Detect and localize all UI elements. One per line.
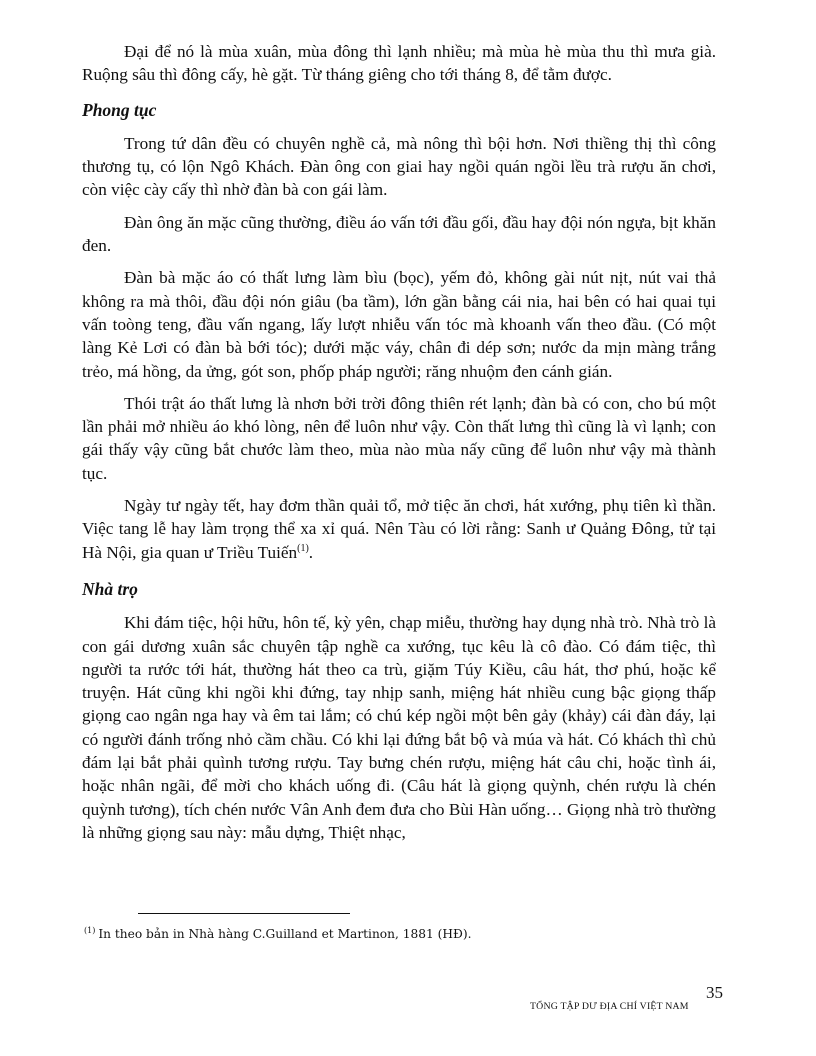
footnote [84,926,471,941]
section-heading-phong-tuc: Phong tục [82,99,157,120]
section-heading-nha-tro: Nhà trọ [82,578,138,599]
paragraph: Trong tứ dân đều có chuyên nghề cả, mà nông thì bội hơn. Nơi thiềng thị thì công thương tụ, có lộn Ngô Khách. Đàn ông con giai hay ngồi quán ngồi lều trà rượu ăn chơi, còn việc cày cấy thì nhờ đàn bà con gái làm. [82,133,716,200]
footnote-reference[interactable]: (1) [297,542,309,554]
page-number: 35 [706,983,723,1002]
footnote-marker: (1) [84,926,96,935]
paragraph-intro: Đại để nó là mùa xuân, mùa đông thì lạnh nhiều; mà mùa hè mùa thu thì mưa già. Ruộng sâu thì đông cấy, hè gặt. Từ tháng giêng cho tới tháng 8, để tằm được. [82,42,716,85]
paragraph: Đàn ông ăn mặc cũng thường, điều áo vấn tới đầu gối, đầu hay đội nón ngựa, bịt khăn đen. [82,212,716,256]
paragraph-end: . [308,542,314,562]
footnote-text: In theo bản in Nhà hàng C.Guilland et Martinon, 1881 (HĐ). [98,927,472,941]
paragraph-text: Ngày tư ngày tết, hay đơm thần quải tổ, mở tiệc ăn chơi, hát xướng, phụ tiên kì thần. Việc tang lễ hay làm trọng thể xa xỉ quá. Nên Tàu có lời rằng: Sanh ư Quảng Đông, tử tại Hà Nội, gia quan ư Triều Tuiến [82,496,716,562]
footnote-divider [138,913,350,914]
paragraph: Khi đám tiệc, hội hữu, hôn tế, kỳ yên, chạp miễu, thường hay dụng nhà trò. Nhà trò là con gái dương xuân sắc chuyên tập nghề ca xướng, tục kêu là cô đào. Có đám tiệc, thì người ta rước tới hát, thường hát theo ca trù, giặm Túy Kiều, câu hát, thơ phú, hoặc kể truyện. Hát cũng khi ngồi khi đứng, tay nhịp sanh, miệng hát nhiều cung bậc giọng thấp giọng cao ngân nga hay và êm tai lắm; có chú kép ngồi một bên gảy (khảy) cái đàn đáy, lại có người đánh trống nhỏ cầm chầu. Có khi lại đứng bắt bộ và múa và hát. Có khách thì chủ đám lại bắt phải quình tương rượu. Tay bưng chén rượu, miệng hát câu chi, hoặc tình ái, hoặc nhân ngãi, để mời cho khách uống đi. (Câu hát là giọng quỳnh, chén rượu là chén quỳnh tương), tích chén nước Vân Anh đem đưa cho Bùi Hàn uống… Giọng nhà trò thường là những giọng sau này: mẫu dựng, Thiệt nhạc, [82,613,716,842]
paragraph: Đàn bà mặc áo có thất lưng làm bìu (bọc), yếm đỏ, không gài nút nịt, nút vai thả không ra mà thôi, đầu đội nón giâu (ba tầm), lớn gần bằng cái nia, hai bên có hai quai tụi vấn toòng teng, đầu vấn ngang, lấy lượt nhiễu vấn tóc mà khoanh vấn theo đầu. (Có một làng Kẻ Lơi có đàn bà bới tóc); dưới mặc váy, chân đi dép sơn; nước da mịn màng trắng trẻo, má hồng, da ửng, gót son, phốp pháp người; răng nhuộm đen cánh gián. [82,268,716,381]
running-footer-title: TỔNG TẬP DƯ ĐỊA CHÍ VIỆT NAM [530,1001,689,1012]
page-body [82,40,716,853]
paragraph: Thói trật áo thất lưng là nhơn bởi trời đông thiên rét lạnh; đàn bà có con, cho bú một lần phải mở nhiều áo khó lòng, nên để luôn như vậy. Còn thất lưng thì cũng là vì lạnh; con gái thấy vậy cũng bắt chước làm theo, mùa nào mùa nấy cũng để luôn như vậy mà thành tục. [82,393,716,483]
paragraph-with-footnote [82,494,716,564]
